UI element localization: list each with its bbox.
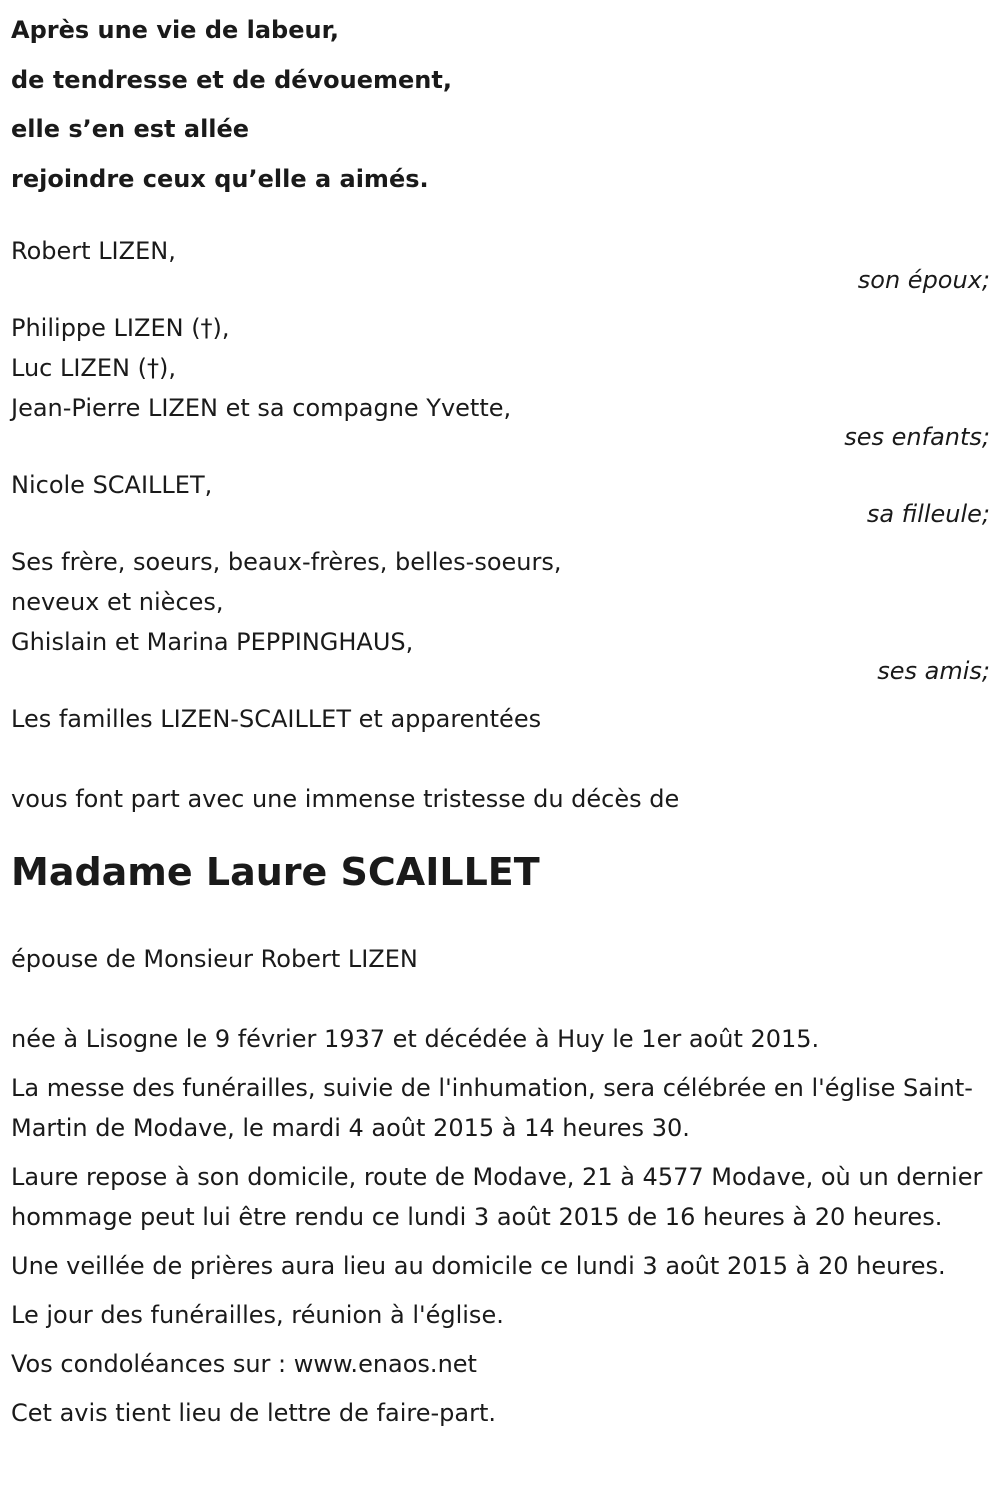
intro-verse bbox=[11, 6, 990, 204]
children-relation: ses enfants; bbox=[844, 423, 990, 451]
families-line: Les familles LIZEN-SCAILLET et apparentées bbox=[11, 705, 542, 733]
deceased-name: Madame Laure SCAILLET bbox=[11, 850, 540, 894]
intro-line: rejoindre ceux qu’elle a aimés. bbox=[11, 164, 429, 193]
child-name: Jean-Pierre LIZEN et sa compagne Yvette, bbox=[11, 394, 512, 422]
relatives-group bbox=[11, 542, 990, 683]
intro-line: elle s’en est allée bbox=[11, 115, 250, 143]
visitation-info: Laure repose à son domicile, route de Modave, 21 à 4577 Modave, où un dernier hommage peut lui être rendu ce lundi 3 août 2015 de 16 heures à 20 heures. bbox=[11, 1163, 983, 1231]
goddaughter-name: Nicole SCAILLET, bbox=[11, 471, 213, 499]
announcement-line: vous font part avec une immense tristesse du décès de bbox=[11, 785, 680, 813]
notice-disclaimer: Cet avis tient lieu de lettre de faire-part. bbox=[11, 1399, 496, 1427]
goddaughter-relation: sa filleule; bbox=[866, 500, 990, 528]
mass-info: La messe des funérailles, suivie de l'inhumation, sera célébrée en l'église Saint-Martin de Modave, le mardi 4 août 2015 à 14 heures 30. bbox=[11, 1074, 973, 1142]
funeral-details bbox=[11, 1019, 990, 1433]
intro-line: Après une vie de labeur, bbox=[11, 16, 340, 44]
spouse-group bbox=[11, 231, 990, 292]
child-name: Luc LIZEN (†), bbox=[11, 354, 176, 382]
friends-relation: ses amis; bbox=[877, 657, 990, 685]
spouse-relation: son époux; bbox=[857, 266, 990, 294]
spouse-name: Robert LIZEN, bbox=[11, 237, 176, 265]
relatives-line: neveux et nièces, bbox=[11, 588, 224, 616]
birth-death-line: née à Lisogne le 9 février 1937 et décédée à Huy le 1er août 2015. bbox=[11, 1025, 820, 1053]
child-name: Philippe LIZEN (†), bbox=[11, 314, 230, 342]
intro-line: de tendresse et de dévouement, bbox=[11, 65, 452, 94]
spouse-of-line: épouse de Monsieur Robert LIZEN bbox=[11, 945, 418, 973]
condolences-info: Vos condoléances sur : www.enaos.net bbox=[11, 1350, 477, 1378]
relatives-line: Ses frère, soeurs, beaux-frères, belles-soeurs, bbox=[11, 548, 562, 576]
friends-names: Ghislain et Marina PEPPINGHAUS, bbox=[11, 628, 414, 656]
vigil-info: Une veillée de prières aura lieu au domicile ce lundi 3 août 2015 à 20 heures. bbox=[11, 1252, 946, 1280]
children-group bbox=[11, 308, 990, 449]
meeting-info: Le jour des funérailles, réunion à l'église. bbox=[11, 1301, 504, 1329]
goddaughter-group bbox=[11, 465, 990, 526]
spacer bbox=[11, 739, 990, 779]
